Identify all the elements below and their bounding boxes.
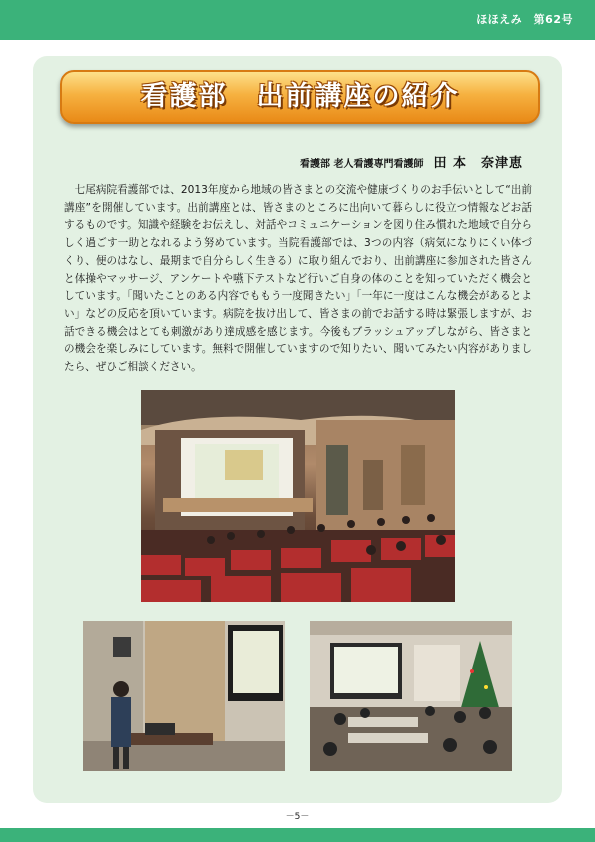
byline xyxy=(300,152,523,171)
issue-label: ほほえみ 第62号 xyxy=(476,13,573,26)
page-title: 看護部 出前講座の紹介 xyxy=(60,70,540,124)
footer-bar xyxy=(0,828,595,842)
auditorium-lecture-photo xyxy=(141,390,455,602)
page-number: －5－ xyxy=(285,812,310,822)
author-role: 看護部 老人看護専門看護師 xyxy=(299,159,424,170)
community-room-lecture-photo xyxy=(310,621,512,771)
header-bar xyxy=(0,0,595,40)
author-name: 田 本 奈津恵 xyxy=(433,156,523,171)
article-paragraph: 七尾病院看護部では、2013年度から地域の皆さまとの交流や健康づくりのお手伝いとして“出前講座”を開催しています。出前講座とは、皆さまのところに出向いて暮らしに役立つ情報などお話するものです。知識や経験をお伝えし、対話やコミュニケーションを図り住み慣れた地域で自分らしく過ごす一助となれるよう努めています。当院看護部では、3つの内容（病気になりにくい体づくり、便のはなし、最期まで自分らしく生きる）に取り組んでおり、出前講座に参加された皆さんと体操やマッサージ、アンケートや嚥下テストなど行いご自身の体のことを知っていただく機会としています。「聞いたことのある内容でももう一度聞きたい」「一年に一度はこんな機会があるとよい」などの反応を頂いています。病院を抜け出して、皆さまの前でお話する時は緊張しますが、お話できる機会はとても刺激があり達成感を感じます。今後もブラッシュアップしながら、皆さまとの機会を楽しみにしています。無料で開催していますので知りたい、聞いてみたい内容がありましたら、ぜひご相談ください。 xyxy=(64,184,532,374)
speaker-presenting-photo xyxy=(83,621,285,771)
